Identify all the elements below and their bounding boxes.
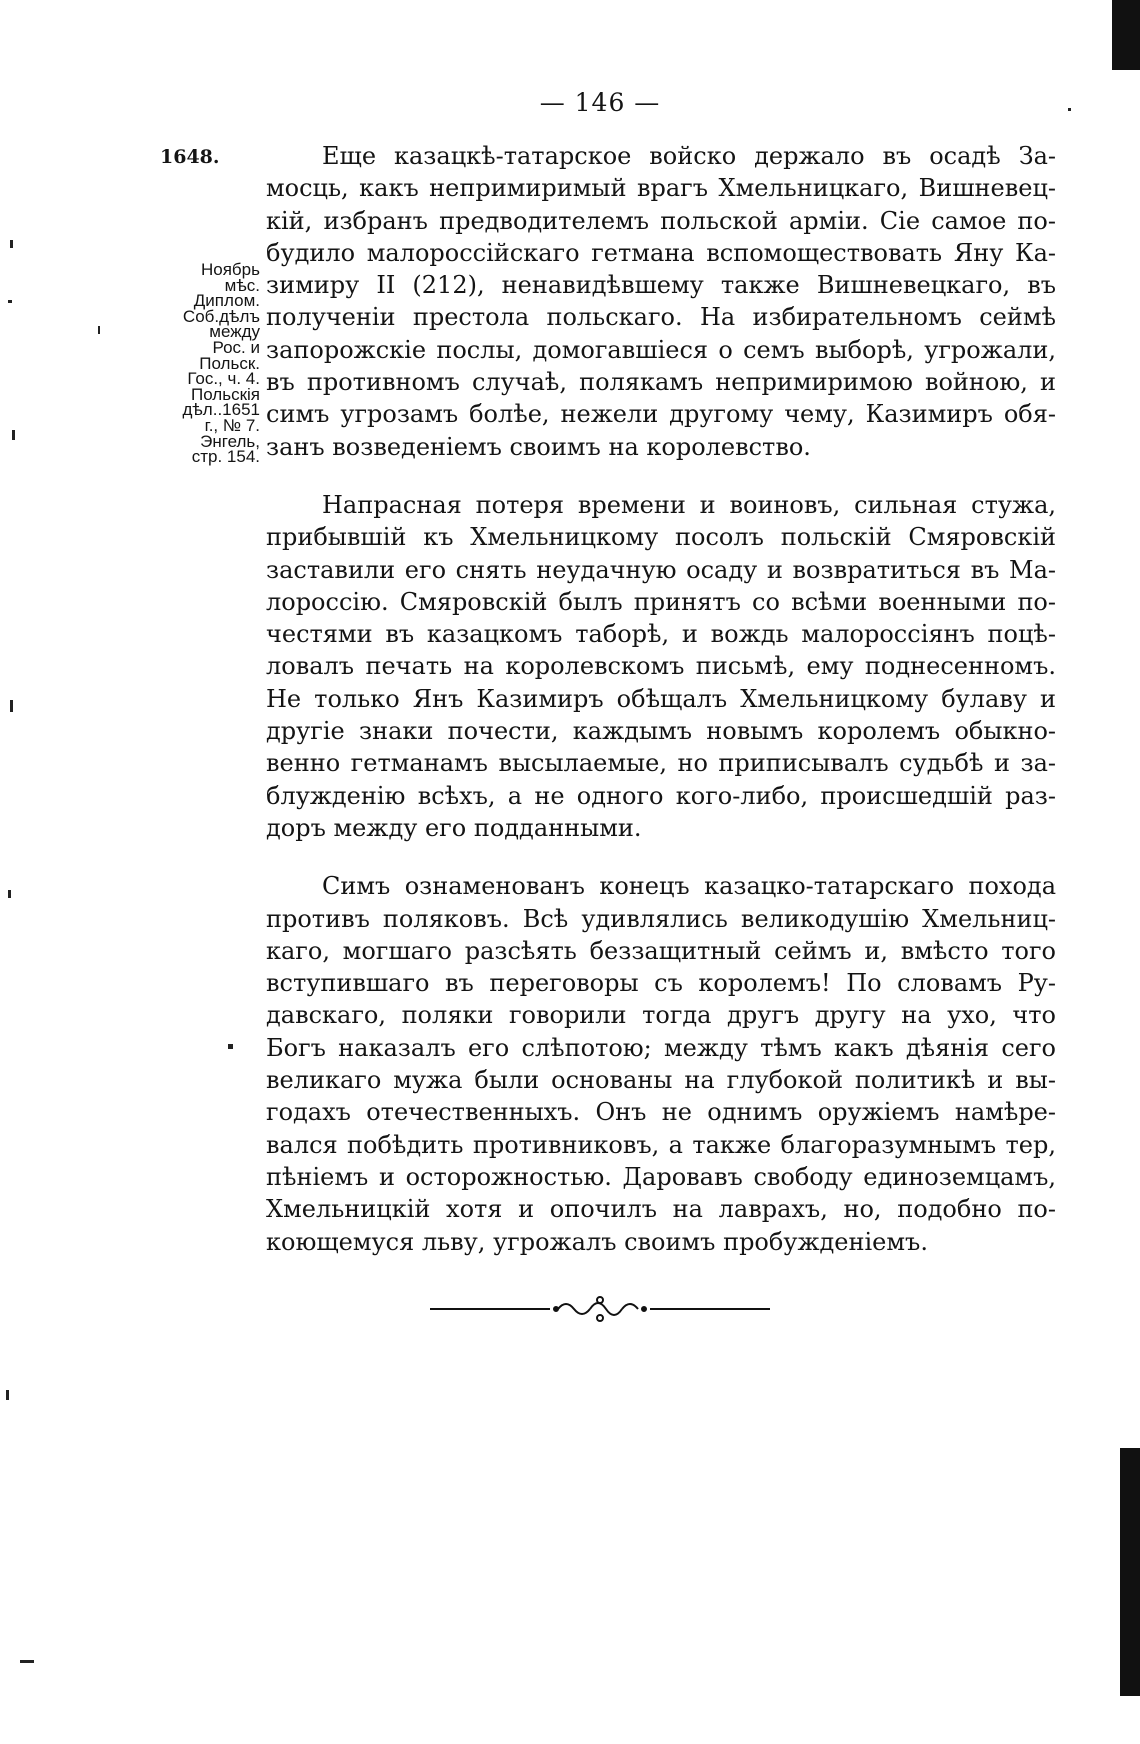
text-line: въ противномъ случаѣ, полякамъ непримиримою войною, и (266, 368, 1056, 397)
year-margin-label: 1648. (160, 146, 220, 168)
scan-speck (12, 430, 15, 440)
text-line: кій, избранъ предводителемъ польской арміи. Сіе самое по- (266, 206, 1056, 235)
text-line: коющемуся льву, угрожалъ своимъ пробужденіемъ. (266, 1227, 928, 1256)
margin-note-line: Энгель, (200, 431, 260, 451)
text-line: другіе знаки почести, каждымъ новымъ королемъ обыкно- (266, 717, 1056, 746)
scan-speck (10, 700, 13, 712)
text-line: венно гетманамъ высылаемые, но приписывалъ судьбѣ и за- (266, 749, 1056, 778)
paragraph (266, 870, 1056, 1258)
text-line: противъ поляковъ. Всѣ удивлялись великодушію Хмельниц- (266, 904, 1056, 933)
text-line: великаго мужа были основаны на глубокой политикѣ и вы- (266, 1066, 1056, 1095)
margin-note-line: Польск. (199, 353, 260, 373)
text-line: Не только Янъ Казимиръ обѣщалъ Хмельницкому булаву и (266, 684, 1056, 713)
text-line: мосць, какъ непримиримый врагъ Хмельницкаго, Вишневец- (266, 174, 1056, 203)
text-line: заставили его снять неудачную осаду и возвратиться въ Ма- (266, 555, 1056, 584)
margin-note-line: стр. 154. (191, 447, 260, 467)
scan-speck (228, 1044, 233, 1049)
text-line: занъ возведеніемъ своимъ на королевство. (266, 432, 811, 461)
margin-note-line: г., № 7. (204, 415, 260, 435)
text-line: Хмельницкій хотя и опочилъ на лаврахъ, но, подобно по- (266, 1195, 1056, 1224)
text-line: запорожскіе послы, домогавшіеся о семъ выборѣ, угрожали, (266, 335, 1056, 364)
text-line: прибывшій къ Хмельницкому посолъ польскій Смяровскій (266, 523, 1056, 552)
scan-speck (6, 1390, 9, 1400)
text-line: блужденію всѣхъ, а не одного кого-либо, происшедшій раз- (266, 781, 1056, 810)
margin-note-line: Диплом. (193, 291, 260, 311)
text-line: Богъ наказалъ его слѣпотою; между тѣмъ какъ дѣянія сего (266, 1033, 1056, 1062)
paragraph (266, 140, 1056, 463)
paragraph (266, 489, 1056, 844)
margin-note-line: Польскія (191, 384, 260, 404)
ornament-flourish (554, 1297, 646, 1321)
main-text (266, 140, 1056, 1284)
scan-speck (10, 240, 13, 248)
text-line: Напрасная потеря времени и воиновъ, сильная стужа, (322, 490, 1056, 519)
scan-speck (8, 890, 11, 898)
margin-note-line: Рос. и (212, 337, 260, 357)
text-line: пѣніемъ и осторожностью. Даровавъ свободу единоземцамъ, (266, 1162, 1056, 1191)
text-line: симъ угрозамъ болѣе, нежели другому чему, Казимиръ обя- (266, 400, 1056, 429)
margin-note-line: между (209, 322, 260, 342)
text-line: вался побѣдить противниковъ, а также благоразумнымъ тер, (266, 1130, 1056, 1159)
text-line: Симъ ознаменованъ конецъ казацко-татарскаго похода (322, 872, 1056, 901)
margin-note-line: Соб.дѣлъ (182, 306, 260, 326)
ornament-divider (420, 1294, 780, 1324)
scan-speck (1068, 108, 1071, 111)
text-line: будило малороссійскаго гетмана вспомоществовать Яну Ка- (266, 238, 1056, 267)
text-line: честями въ казацкомъ таборѣ, и вождь малороссіянъ поцѣ- (266, 620, 1056, 649)
scan-speck (98, 326, 100, 334)
margin-note-line: Гос., ч. 4. (187, 369, 260, 389)
text-line: полученіи престола польскаго. На избирательномъ сеймѣ (266, 303, 1056, 332)
text-line: каго, могшаго разсѣять беззащитный сеймъ и, вмѣсто того (266, 936, 1056, 965)
margin-note-line: мѣс. (224, 275, 260, 295)
text-line: Еще казацкѣ-татарское войско держало въ осадѣ За- (322, 142, 1056, 170)
scan-edge-top-right (1112, 0, 1140, 70)
scan-speck (20, 1660, 34, 1663)
text-line: лороссію. Смяровскій былъ принятъ со всѣми военными по- (266, 587, 1056, 616)
text-line: доръ между его подданными. (266, 813, 642, 842)
margin-note-line: дѣл..1651 (182, 400, 260, 420)
margin-note-line: Ноябрь (201, 260, 260, 279)
margin-citation-note (158, 262, 260, 465)
page-number: — 146 — (539, 88, 661, 117)
text-line: зимиру II (212), ненавидѣвшему также Вишневецкаго, въ (266, 271, 1056, 300)
text-line: вступившаго въ переговоры съ королемъ! По словамъ Ру- (266, 969, 1056, 998)
text-line: годахъ отечественныхъ. Онъ не однимъ оружіемъ намѣре- (266, 1098, 1056, 1127)
scan-speck (8, 300, 12, 303)
text-line: ловалъ печать на королевскомъ письмѣ, ему поднесенномъ. (266, 652, 1056, 681)
text-line: давскаго, поляки говорили тогда другъ другу на ухо, что (266, 1001, 1056, 1030)
scan-edge-bottom-right (1120, 1448, 1140, 1696)
